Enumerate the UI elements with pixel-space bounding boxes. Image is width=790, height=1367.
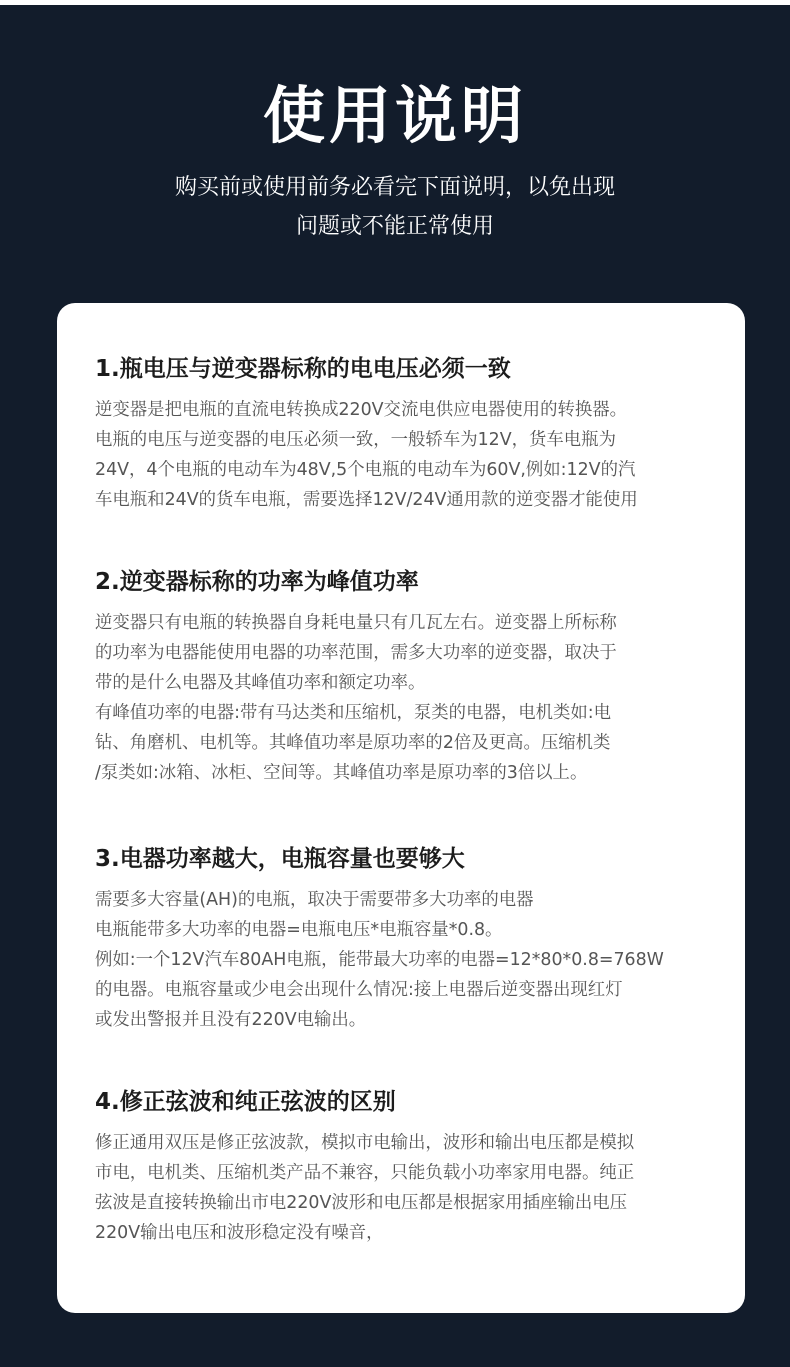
body-line: 24V，4个电瓶的电动车为48V,5个电瓶的电动车为60V,例如:12V的汽 xyxy=(95,460,636,480)
section-heading: 4.修正弦波和纯正弦波的区别 xyxy=(95,1089,396,1115)
body-line: 弦波是直接转换输出市电220V波形和电压都是根据家用插座输出电压 xyxy=(95,1193,628,1213)
section-body xyxy=(95,608,719,788)
section-body xyxy=(95,395,719,515)
section-heading: 2.逆变器标称的功率为峰值功率 xyxy=(95,569,419,595)
body-line: 例如:一个12V汽车80AH电瓶，能带最大功率的电器=12*80*0.8=768W xyxy=(95,950,664,970)
body-line: 修正通用双压是修正弦波款，模拟市电输出，波形和输出电压都是模拟 xyxy=(95,1133,635,1153)
body-line: 逆变器只有电瓶的转换器自身耗电量只有几瓦左右。逆变器上所标称 xyxy=(95,613,617,633)
body-line: 需要多大容量(AH)的电瓶，取决于需要带多大功率的电器 xyxy=(95,890,534,910)
section-heading: 1.瓶电压与逆变器标称的电电压必须一致 xyxy=(95,356,511,382)
subtitle-line-2: 问题或不能正常使用 xyxy=(295,214,494,239)
section-peak-power xyxy=(95,566,719,788)
body-line: 带的是什么电器及其峰值功率和额定功率。 xyxy=(95,673,426,693)
body-line: /泵类如:冰箱、冰柜、空间等。其峰值功率是原功率的3倍以上。 xyxy=(95,763,588,783)
section-voltage-match xyxy=(95,353,719,515)
section-sine-wave xyxy=(95,1086,719,1248)
instructions-card xyxy=(57,303,745,1313)
section-body xyxy=(95,885,719,1035)
body-line: 逆变器是把电瓶的直流电转换成220V交流电供应电器使用的转换器。 xyxy=(95,400,628,420)
body-line: 电瓶能带多大功率的电器=电瓶电压*电瓶容量*0.8。 xyxy=(95,920,503,940)
section-body xyxy=(95,1128,719,1248)
body-line: 钻、角磨机、电机等。其峰值功率是原功率的2倍及更高。压缩机类 xyxy=(95,733,611,753)
body-line: 有峰值功率的电器:带有马达类和压缩机，泵类的电器，电机类如:电 xyxy=(95,703,612,723)
section-heading: 3.电器功率越大，电瓶容量也要够大 xyxy=(95,846,465,872)
body-line: 车电瓶和24V的货车电瓶，需要选择12V/24V通用款的逆变器才能使用 xyxy=(95,490,638,510)
subtitle-line-1: 购买前或使用前务必看完下面说明，以免出现 xyxy=(174,175,615,200)
top-edge-strip xyxy=(0,0,790,5)
body-line: 电瓶的电压与逆变器的电压必须一致，一般轿车为12V，货车电瓶为 xyxy=(95,430,616,450)
body-line: 220V输出电压和波形稳定没有噪音， xyxy=(95,1223,384,1243)
section-battery-capacity xyxy=(95,843,719,1035)
body-line: 的功率为电器能使用电器的功率范围，需多大功率的逆变器，取决于 xyxy=(95,643,617,663)
page-title: 使用说明 xyxy=(262,79,527,152)
body-line: 或发出警报并且没有220V电输出。 xyxy=(95,1010,367,1030)
body-line: 市电，电机类、压缩机类产品不兼容，只能负载小功率家用电器。纯正 xyxy=(95,1163,635,1183)
body-line: 的电器。电瓶容量或少电会出现什么情况:接上电器后逆变器出现红灯 xyxy=(95,980,623,1000)
